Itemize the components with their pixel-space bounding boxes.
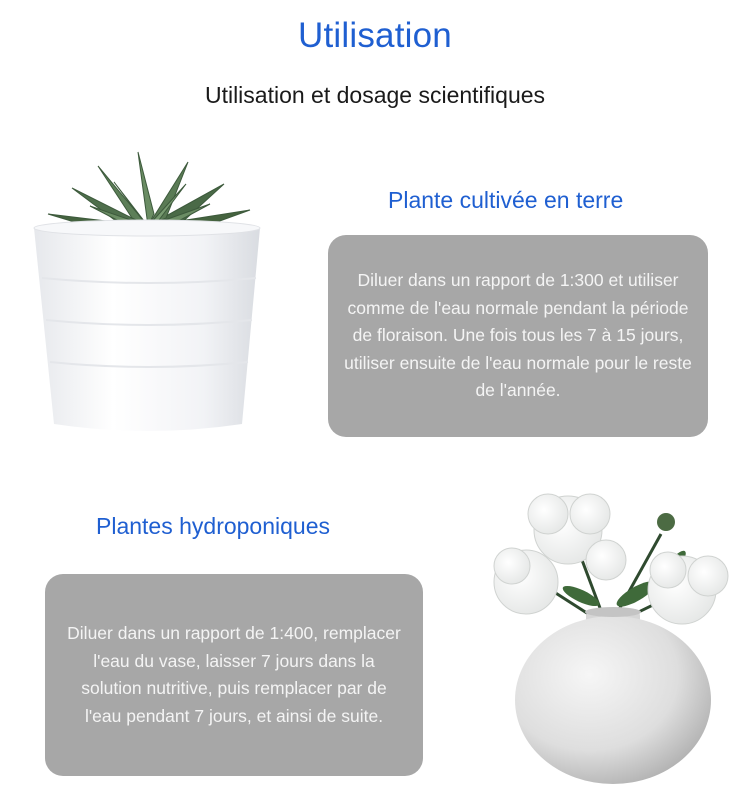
- soil-instructions-text: Diluer dans un rapport de 1:300 et utiliser comme de l'eau normale pendant la période de floraison. Une fois tous les 7 à 15 jours, utiliser ensuite de l'eau normale pour le reste de l'année.: [344, 270, 692, 401]
- section-heading-soil: Plante cultivée en terre: [388, 187, 624, 213]
- page-subtitle: Utilisation et dosage scientifiques: [204, 82, 546, 108]
- hydroponic-instructions-text: Diluer dans un rapport de 1:400, remplacer l'eau du vase, laisser 7 jours dans la solution nutritive, puis remplacer par de l'eau pendant 7 jours, et ainsi de suite.: [67, 623, 401, 726]
- soil-instructions-card: [328, 235, 708, 437]
- hydroponic-instructions-card: [45, 574, 423, 776]
- succulent-pot-icon: [28, 148, 268, 438]
- section-heading-hydroponic: Plantes hydroponiques: [96, 513, 330, 539]
- flower-vase-icon: [486, 484, 736, 784]
- page-title: Utilisation: [298, 16, 452, 55]
